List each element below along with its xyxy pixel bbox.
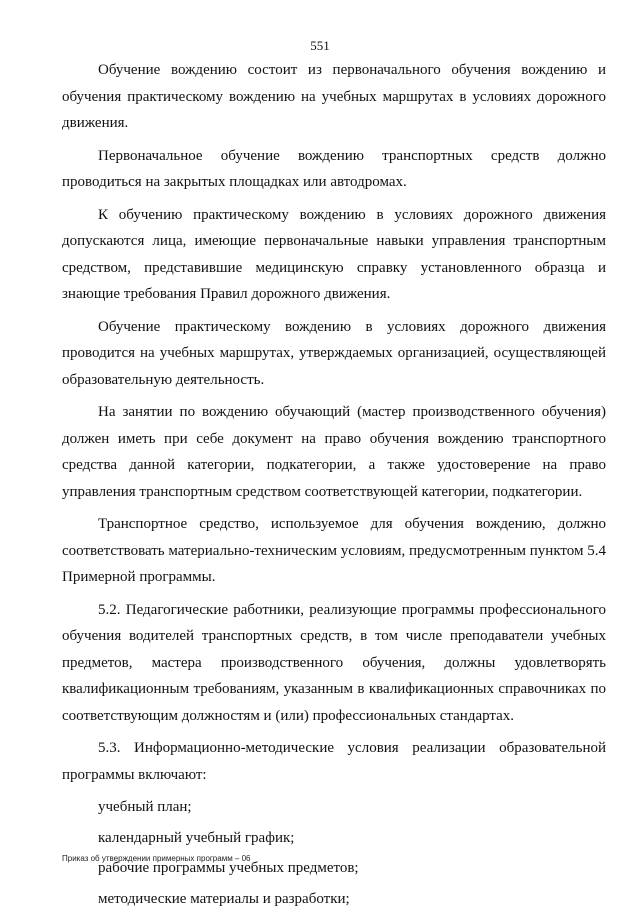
paragraph: Первоначальное обучение вождению транспортных средств должно проводиться на закрытых площадках или автодромах. [62,147,606,190]
footer-note: Приказ об утверждении примерных программ – 06 [62,854,251,863]
document-body [62,57,606,916]
paragraph: На занятии по вождению обучающий (мастер производственного обучения) должен иметь при себе документ на право обучения вождению транспортного средства данной категории, подкатегории, а также удостоверение на право управления транспортным средством соответствующей категории, подкатегории. [62,404,606,500]
paragraph: К обучению практическому вождению в условиях дорожного движения допускаются лица, имеющие первоначальные навыки управления транспортным средством, представившие медицинскую справку установленного образца и знающие требования Правил дорожного движения. [62,206,606,302]
list-item: рабочие программы учебных предметов; [98,860,359,876]
list-item: календарный учебный график; [98,829,295,846]
materials-list [62,794,606,912]
paragraph: Обучение практическому вождению в условиях дорожного движения проводится на учебных маршрутах, утверждаемых организацией, осуществляющей образовательную деятельность. [62,318,606,388]
paragraph: Обучение вождению состоит из первоначального обучения вождению и обучения практическому вождению на учебных маршрутах в условиях дорожного движения. [62,62,606,131]
paragraph: 5.2. Педагогические работники, реализующие программы профессионального обучения водителей транспортных средств, в том числе преподаватели учебных предметов, мастера производственного обучения, должны удовлетворять квалификационным требованиям, указанным в квалификационных справочниках по соответствующим должностям и (или) профессиональных стандартах. [62,601,606,724]
page-number: 551 [310,38,330,53]
list-item: методические материалы и разработки; [98,890,350,907]
paragraph: Транспортное средство, используемое для обучения вождению, должно соответствовать материально-техническим условиям, предусмотренным пунктом 5.4 Примерной программы. [62,516,606,585]
paragraph: 5.3. Информационно-методические условия реализации образовательной программы включают: [62,740,606,783]
list-item: учебный план; [98,799,192,815]
